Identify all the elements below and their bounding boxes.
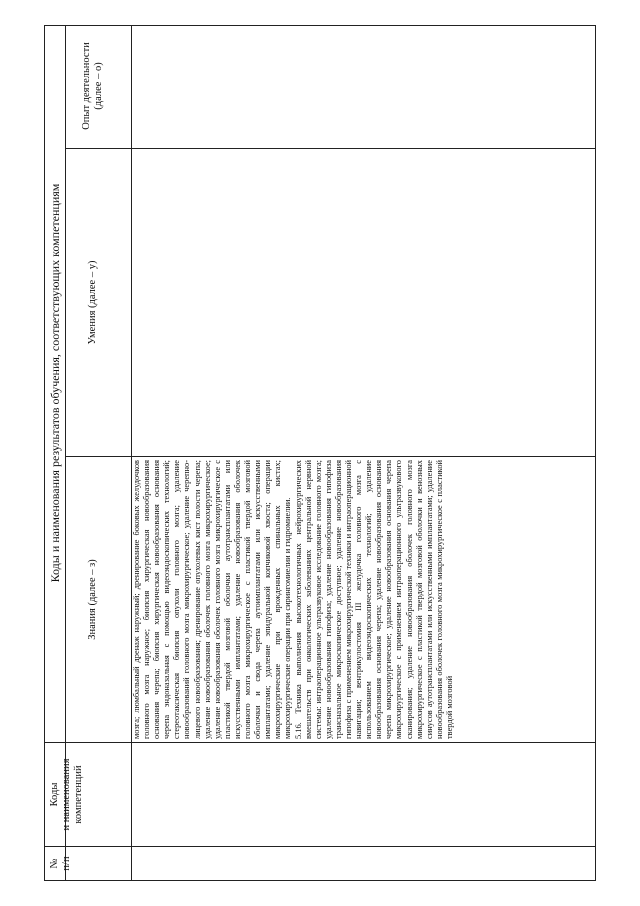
- col-header-knowledge: Знания (далее – з): [65, 456, 131, 742]
- cell-skills: [131, 148, 595, 456]
- table-row: [131, 26, 595, 880]
- competency-table: [44, 25, 596, 881]
- col-header-experience: Опыт деятельности (далее – о): [81, 42, 104, 130]
- col-header-number: № п/п: [45, 846, 131, 880]
- cell-knowledge: мозга; люмбальный дренаж наружный; дренирование боковых желудочков головного мозга наружное; биопсия хирургическая новообразования основания черепа; биопсия хирургическая новообразования основания черепа эндоназальная с помощью видеоэндоскопических технологий; стереотаксическая биопсия опухоли головного мозга; удаление новообразований головного мозга микрохирургическое; удаление черепно-лицевого новообразования; дренирование опухолевых кист полости черепа; удаление новообразования оболочек головного мозга микрохирургическое; удаление новообразования оболочек головного мозга микрохирургическое с пластикой твердой мозговой оболочки аутотрансплантатами или искусственными имплантатами; удаление новообразования оболочек головного мозга микрохирургическое с пластикой твердой мозговой оболочки и свода черепа аутоимплантатами или искусственными имплантатами; удаление эпидуральной копчиковой хвоста; операции микрохирургические при врожденных спинальных кистах; микрохирургические операции при сирингомиелии и гидромиелии. 5.16. Техника выполнения высокотехнологичных нейрохирургических вмешательств при онкологических заболеваниях центральной нервной системы: интраоперационное ультразвуковое исследование головного мозга; удаление новообразования гипофиза; удаление новообразования гипофиза трансназальное микроскопическое доступное; удаление новообразования гипофиза с применением микрохирургической техники и интраоперационной навигации; вентрикулостомия III желудочка головного мозга с использованием видеоэндоскопических технологий; удаление новообразования основания черепа; удаление новообразования основания черепа микрохирургическое; удаление новообразования основания черепа микрохирургическое с применением интраоперационного ультразвукового сканирования; удаление новообразования оболочек головного мозга микрохирургическое с пластикой твердой мозговой оболочки и венозных синусов аутотрансплантатами или искусственными имплантатами; удаление новообразования оболочек головного мозга микрохирургическое с пластикой твердой мозговой: [131, 456, 595, 742]
- cell-code: [131, 742, 595, 846]
- col-header-skills: Умения (далее – у): [65, 148, 131, 456]
- cell-experience: [131, 24, 595, 148]
- group-title: Коды и наименования результатов обучения, соответствующих компетенциям: [48, 183, 62, 583]
- col-header-code: Коды и наименования компетенций: [45, 742, 131, 846]
- cell-number: [131, 846, 595, 880]
